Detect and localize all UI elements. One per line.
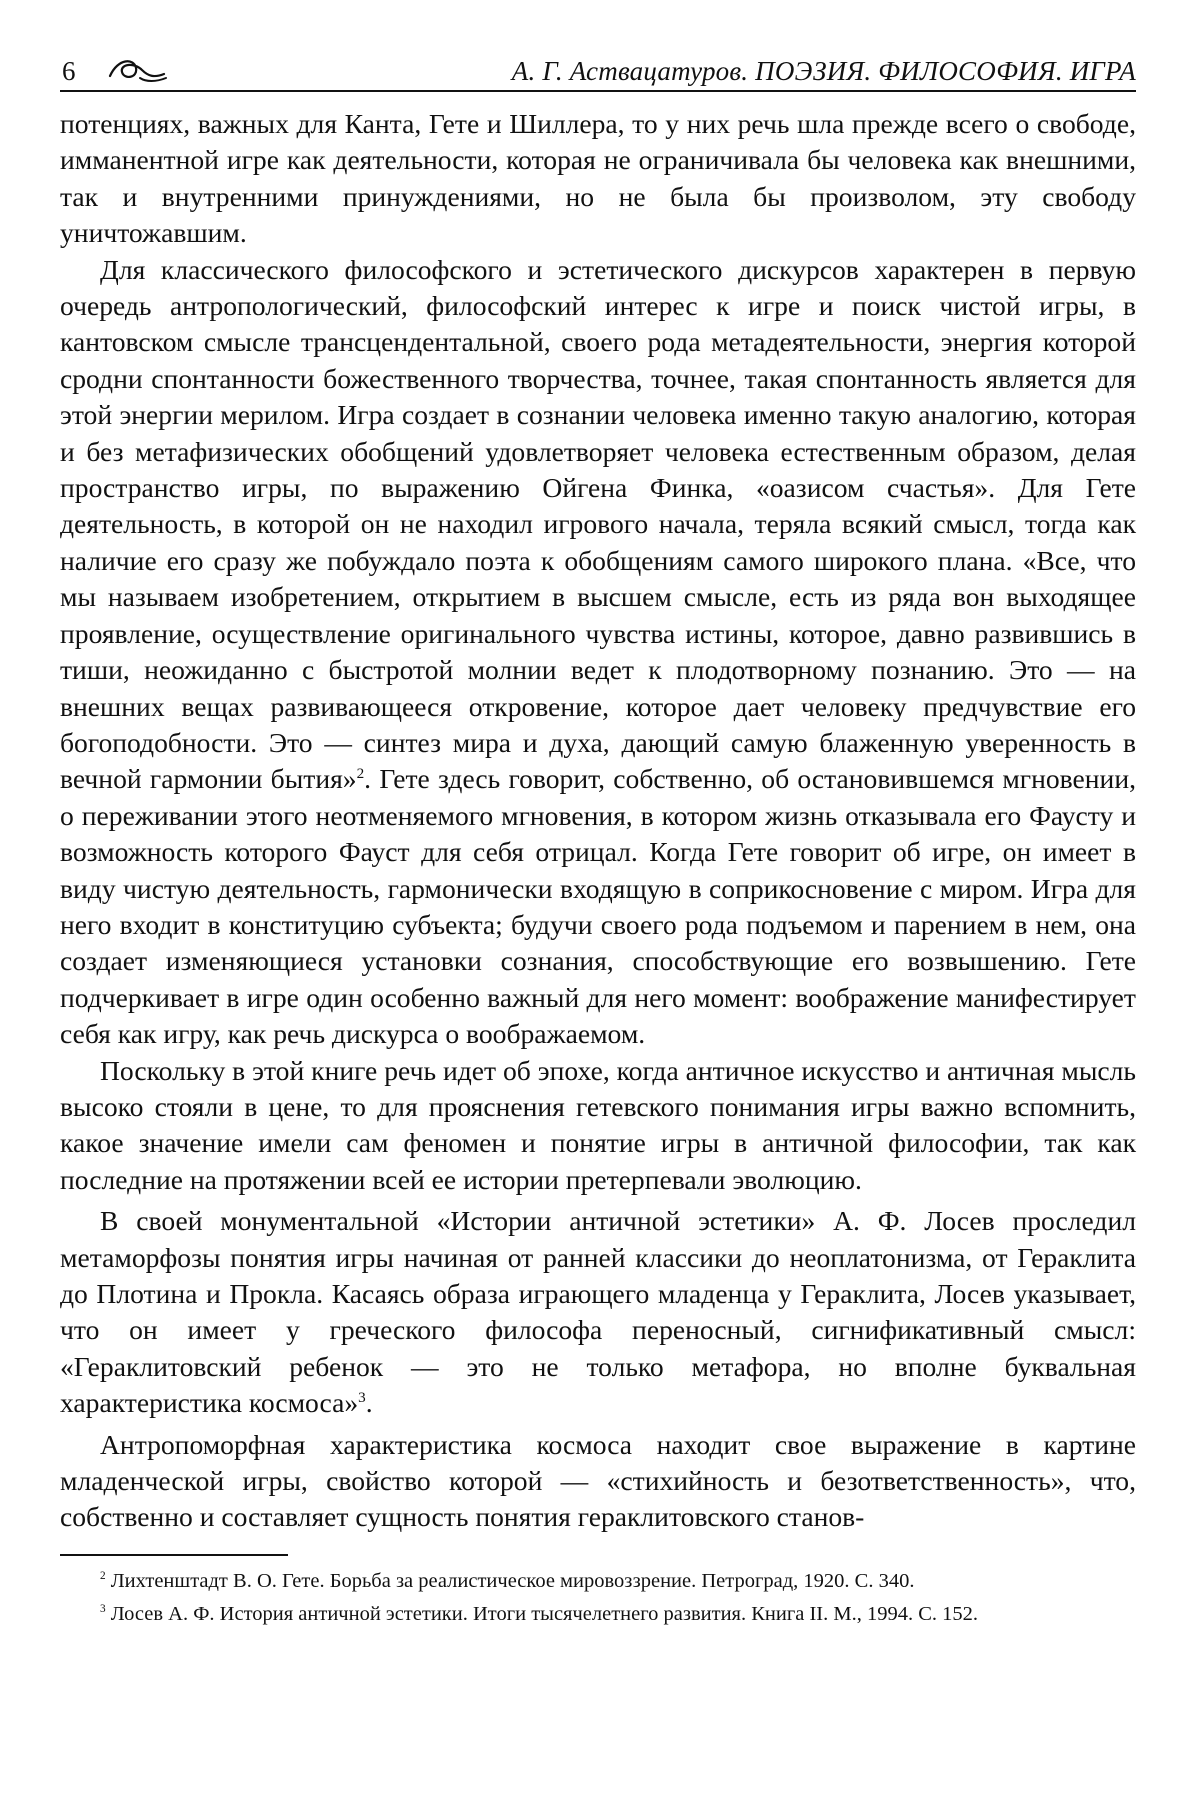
footnote-marker: 3 — [358, 1389, 366, 1407]
running-head: А. Г. Аствацатуров. ПОЭЗИЯ. ФИЛОСОФИЯ. ИГРА — [511, 56, 1136, 86]
footnote-marker: 2 — [356, 765, 365, 783]
paragraph-text: В своей монументальной «Истории античной эстетики» А. Ф. Лосев проследил метаморфозы понятия игры начиная от ранней классики до неоплатонизма, от Гераклита до Плотина и Прокла. Касаясь образа играющего младенца у Гераклита, Лосев указывает, что он имеет у греческого философа переносный, сигнификативный смысл: «Гераклитовский ребенок — это не только метафора, но вполне буквальная характеристика космоса» — [60, 1205, 1136, 1419]
paragraph-text: . — [365, 1387, 373, 1419]
footnote — [60, 1568, 1136, 1595]
page-header — [60, 44, 1136, 94]
footnotes — [60, 1568, 1136, 1628]
paragraph-text: . Гете здесь говорит, собственно, об остановившемся мгновении, о переживании этого неотменяемого мгновения, в котором жизнь отказывала его Фаусту и возможность которого Фауст для себя отрицал. Когда Гете говорит об игре, он имеет в виду чистую деятельность, гармонически входящую в соприкосновение с миром. Игра для него входит в конституцию субъекта; будучи своего рода подъемом и парением в нем, она создает изменяющиеся установки сознания, способствующие его возвышению. Гете подчеркивает в игре один особенно важный для него момент: воображение манифестирует себя как игру, как речь дискурса о воображаемом. — [60, 763, 1136, 1050]
paragraph-continued: потенциях, важных для Канта, Гете и Шиллера, то у них речь шла прежде всего о свободе, имманентной игре как деятельности, которая не ограничивала бы человека как внешними, так и внутренними принуждениями, но не была бы произволом, эту свободу уничтожавшим. — [60, 108, 1136, 249]
footnote-divider — [60, 1554, 288, 1556]
paragraph — [60, 1203, 1136, 1421]
footnote-number: 2 — [100, 1570, 106, 1583]
book-page — [60, 44, 1136, 1628]
paragraph: Поскольку в этой книге речь идет об эпохе, когда античное искусство и античная мысль высоко стояли в цене, то для прояснения гетевского понимания игры важно вспомнить, какое значение имели сам феномен и понятие игры в античной философии, так как последние на протяжении всей ее истории претерпевали эволюцию. — [60, 1054, 1136, 1195]
footnote — [60, 1601, 1136, 1628]
body-text — [60, 106, 1136, 1536]
footnote-text: Лосев А. Ф. История античной эстетики. Итоги тысячелетнего развития. Книга II. М., 1994. С. 152. — [110, 1602, 979, 1625]
page-number: 6 — [62, 56, 76, 86]
paragraph-text: Для классического философского и эстетического дискурсов характерен в первую очередь антропологический, философский интерес к игре и поиск чистой игры, в кантовском смысле трансцендентальной, своего рода метадеятельности, энергия которой сродни спонтанности божественного творчества, точнее, такая спонтанность является для этой энергии мерилом. Игра создает в сознании человека именно такую аналогию, которая и без метафизических обобщений удовлетворяет человека естественным образом, делая пространство игры, по выражению Ойгена Финка, «оазисом счастья». Для Гете деятельность, в которой он не находил игрового начала, теряла всякий смысл, тогда как наличие его сразу же побуждало поэта к обобщениям самого широкого плана. «Все, что мы называем изобретением, открытием в высшем смысле, есть из ряда вон выходящее проявление, осуществление оригинального чувства истины, которое, давно развившись в тиши, неожиданно с быстротой молнии ведет к плодотворному познанию. Это — на внешних вещах развивающееся откровение, которое дает человеку предчувствие его богоподобности. Это — синтез мира и духа, дающий самую блаженную уверенность в вечной гармонии бытия» — [60, 253, 1136, 795]
paragraph — [60, 252, 1136, 1053]
header-divider — [60, 90, 1136, 92]
footnote-number: 3 — [100, 1603, 106, 1616]
paragraph: Антропоморфная характеристика космоса находит свое выражение в картине младенческой игры, свойство которой — «стихийность и безответственность», что, собственно и составляет сущность понятия гераклитовского станов- — [60, 1428, 1136, 1533]
footnote-text: Лихтенштадт В. О. Гете. Борьба за реалистическое мировоззрение. Петроград, 1920. С. 340. — [110, 1569, 915, 1592]
flourish-ornament-icon — [104, 52, 168, 86]
